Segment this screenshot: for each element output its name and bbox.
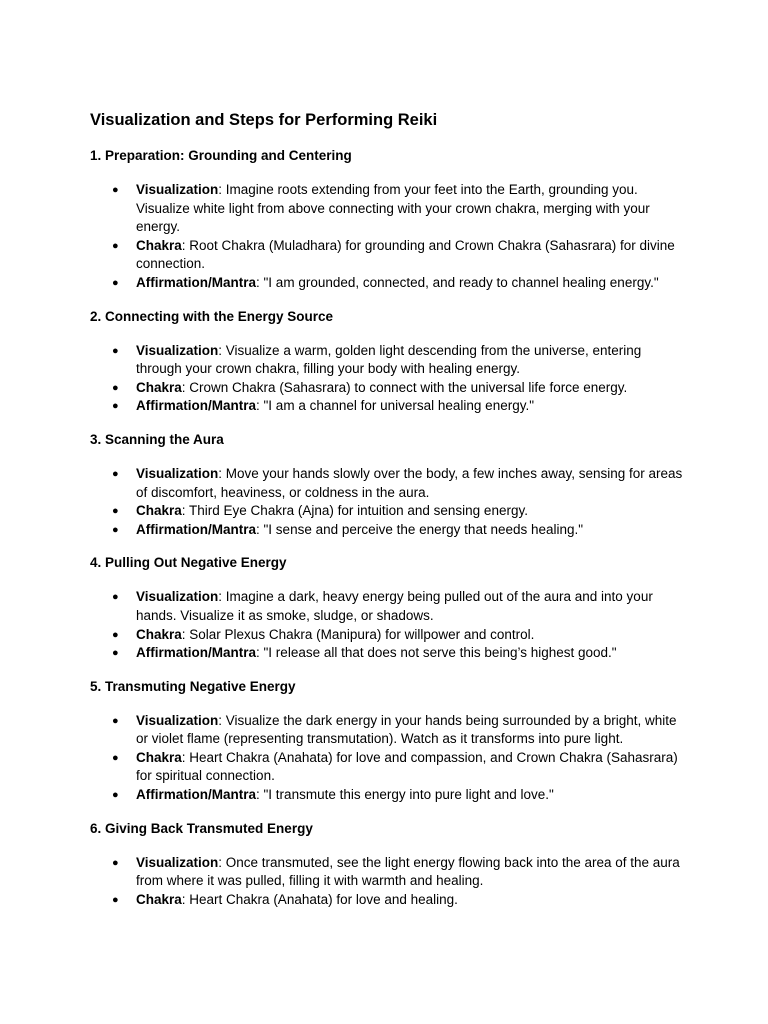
list-item xyxy=(90,237,690,274)
bullet-icon: ● xyxy=(112,184,119,196)
item-text: : "I am grounded, connected, and ready to channel healing energy." xyxy=(256,274,659,290)
bullet-list xyxy=(90,181,690,293)
section-6 xyxy=(90,819,690,910)
bullet-icon: ● xyxy=(112,789,119,802)
item-text: : "I am a channel for universal healing energy." xyxy=(256,398,535,414)
item-text: : Heart Chakra (Anahata) for love and healing. xyxy=(181,891,458,907)
item-text: : Root Chakra (Muladhara) for grounding and Crown Chakra (Sahasrara) for divine connection. xyxy=(136,237,675,272)
section-heading: 5. Transmuting Negative Energy xyxy=(90,678,296,694)
item-text: : Imagine roots extending from your feet into the Earth, grounding you. Visualize white light from above connecting with your crown chakra, merging with your energy. xyxy=(136,182,650,235)
item-label: Visualization xyxy=(136,854,219,870)
bullet-icon: ● xyxy=(112,856,119,869)
item-text: : "I release all that does not serve this being’s highest good." xyxy=(256,645,617,661)
list-item xyxy=(90,644,690,663)
item-text: : "I sense and perceive the energy that needs healing." xyxy=(256,521,584,537)
item-text: : Visualize the dark energy in your hands being surrounded by a bright, white or violet flame (representing transmutation). Watch as it transforms into pure light. xyxy=(136,712,677,747)
document-title: Visualization and Steps for Performing Reiki xyxy=(90,111,438,129)
item-label: Chakra xyxy=(136,379,182,395)
list-item xyxy=(90,588,690,625)
list-item xyxy=(90,891,690,910)
list-item xyxy=(90,342,690,379)
item-text: : Solar Plexus Chakra (Manipura) for willpower and control. xyxy=(181,626,535,642)
bullet-icon: ● xyxy=(112,714,119,727)
list-item xyxy=(90,465,690,502)
item-label: Visualization xyxy=(136,589,219,605)
item-label: Affirmation/Mantra xyxy=(136,787,257,803)
item-text: : Imagine a dark, heavy energy being pulled out of the aura and into your hands. Visualize it as smoke, sludge, or shadows. xyxy=(136,589,653,623)
section-heading: 1. Preparation: Grounding and Centering xyxy=(90,148,352,163)
list-item xyxy=(90,712,690,749)
item-label: Chakra xyxy=(136,749,182,765)
bullet-icon: ● xyxy=(112,239,119,252)
bullet-list xyxy=(90,342,690,416)
bullet-icon: ● xyxy=(112,400,119,413)
list-item xyxy=(90,749,690,786)
list-item xyxy=(90,854,690,891)
bullet-icon: ● xyxy=(112,893,119,906)
item-label: Affirmation/Mantra xyxy=(136,521,257,537)
bullet-list xyxy=(90,588,690,662)
section-heading: 6. Giving Back Transmuted Energy xyxy=(90,820,313,836)
bullet-icon: ● xyxy=(112,751,119,764)
section-4 xyxy=(90,553,690,662)
bullet-icon: ● xyxy=(112,381,119,394)
item-label: Visualization xyxy=(136,465,219,481)
item-text: : "I transmute this energy into pure light and love." xyxy=(256,787,554,803)
bullet-icon: ● xyxy=(112,647,119,660)
section-1 xyxy=(90,146,690,293)
section-heading: 4. Pulling Out Negative Energy xyxy=(90,555,287,571)
item-label: Visualization xyxy=(136,712,219,728)
item-text: : Heart Chakra (Anahata) for love and compassion, and Crown Chakra (Sahasrara) for spiritual connection. xyxy=(136,749,678,784)
bullet-icon: ● xyxy=(112,523,119,536)
bullet-list xyxy=(90,712,690,805)
bullet-icon: ● xyxy=(112,628,119,641)
bullet-list xyxy=(90,465,690,539)
list-item xyxy=(90,521,690,540)
item-label: Affirmation/Mantra xyxy=(136,645,257,661)
item-label: Chakra xyxy=(136,891,182,907)
bullet-list xyxy=(90,854,690,910)
list-item xyxy=(90,502,690,521)
bullet-icon: ● xyxy=(112,344,119,357)
item-text: : Third Eye Chakra (Ajna) for intuition and sensing energy. xyxy=(181,503,528,519)
item-text: : Visualize a warm, golden light descending from the universe, entering through your crown chakra, filling your body with healing energy. xyxy=(136,342,642,377)
item-label: Chakra xyxy=(136,237,182,253)
section-3 xyxy=(90,430,690,539)
list-item xyxy=(90,626,690,645)
list-item xyxy=(90,181,690,237)
section-heading: 3. Scanning the Aura xyxy=(90,431,224,447)
section-2 xyxy=(90,307,690,416)
item-label: Visualization xyxy=(136,182,219,197)
document-page xyxy=(90,108,690,923)
item-label: Chakra xyxy=(136,503,182,519)
item-label: Visualization xyxy=(136,342,219,358)
list-item xyxy=(90,397,690,416)
item-text: : Move your hands slowly over the body, a few inches away, sensing for areas of discomfort, heaviness, or coldness in the aura. xyxy=(136,465,683,500)
item-text: : Crown Chakra (Sahasrara) to connect with the universal life force energy. xyxy=(181,379,628,395)
bullet-icon: ● xyxy=(112,467,119,480)
bullet-icon: ● xyxy=(112,591,119,604)
list-item xyxy=(90,274,690,293)
bullet-icon: ● xyxy=(112,276,119,289)
item-text: : Once transmuted, see the light energy flowing back into the area of the aura from where it was pulled, filling it with warmth and healing. xyxy=(136,854,680,889)
list-item xyxy=(90,786,690,805)
section-5 xyxy=(90,677,690,805)
bullet-icon: ● xyxy=(112,505,119,518)
item-label: Affirmation/Mantra xyxy=(136,274,257,290)
list-item xyxy=(90,379,690,398)
item-label: Chakra xyxy=(136,626,182,642)
sections-container xyxy=(90,146,690,909)
section-heading: 2. Connecting with the Energy Source xyxy=(90,308,334,324)
item-label: Affirmation/Mantra xyxy=(136,398,257,414)
